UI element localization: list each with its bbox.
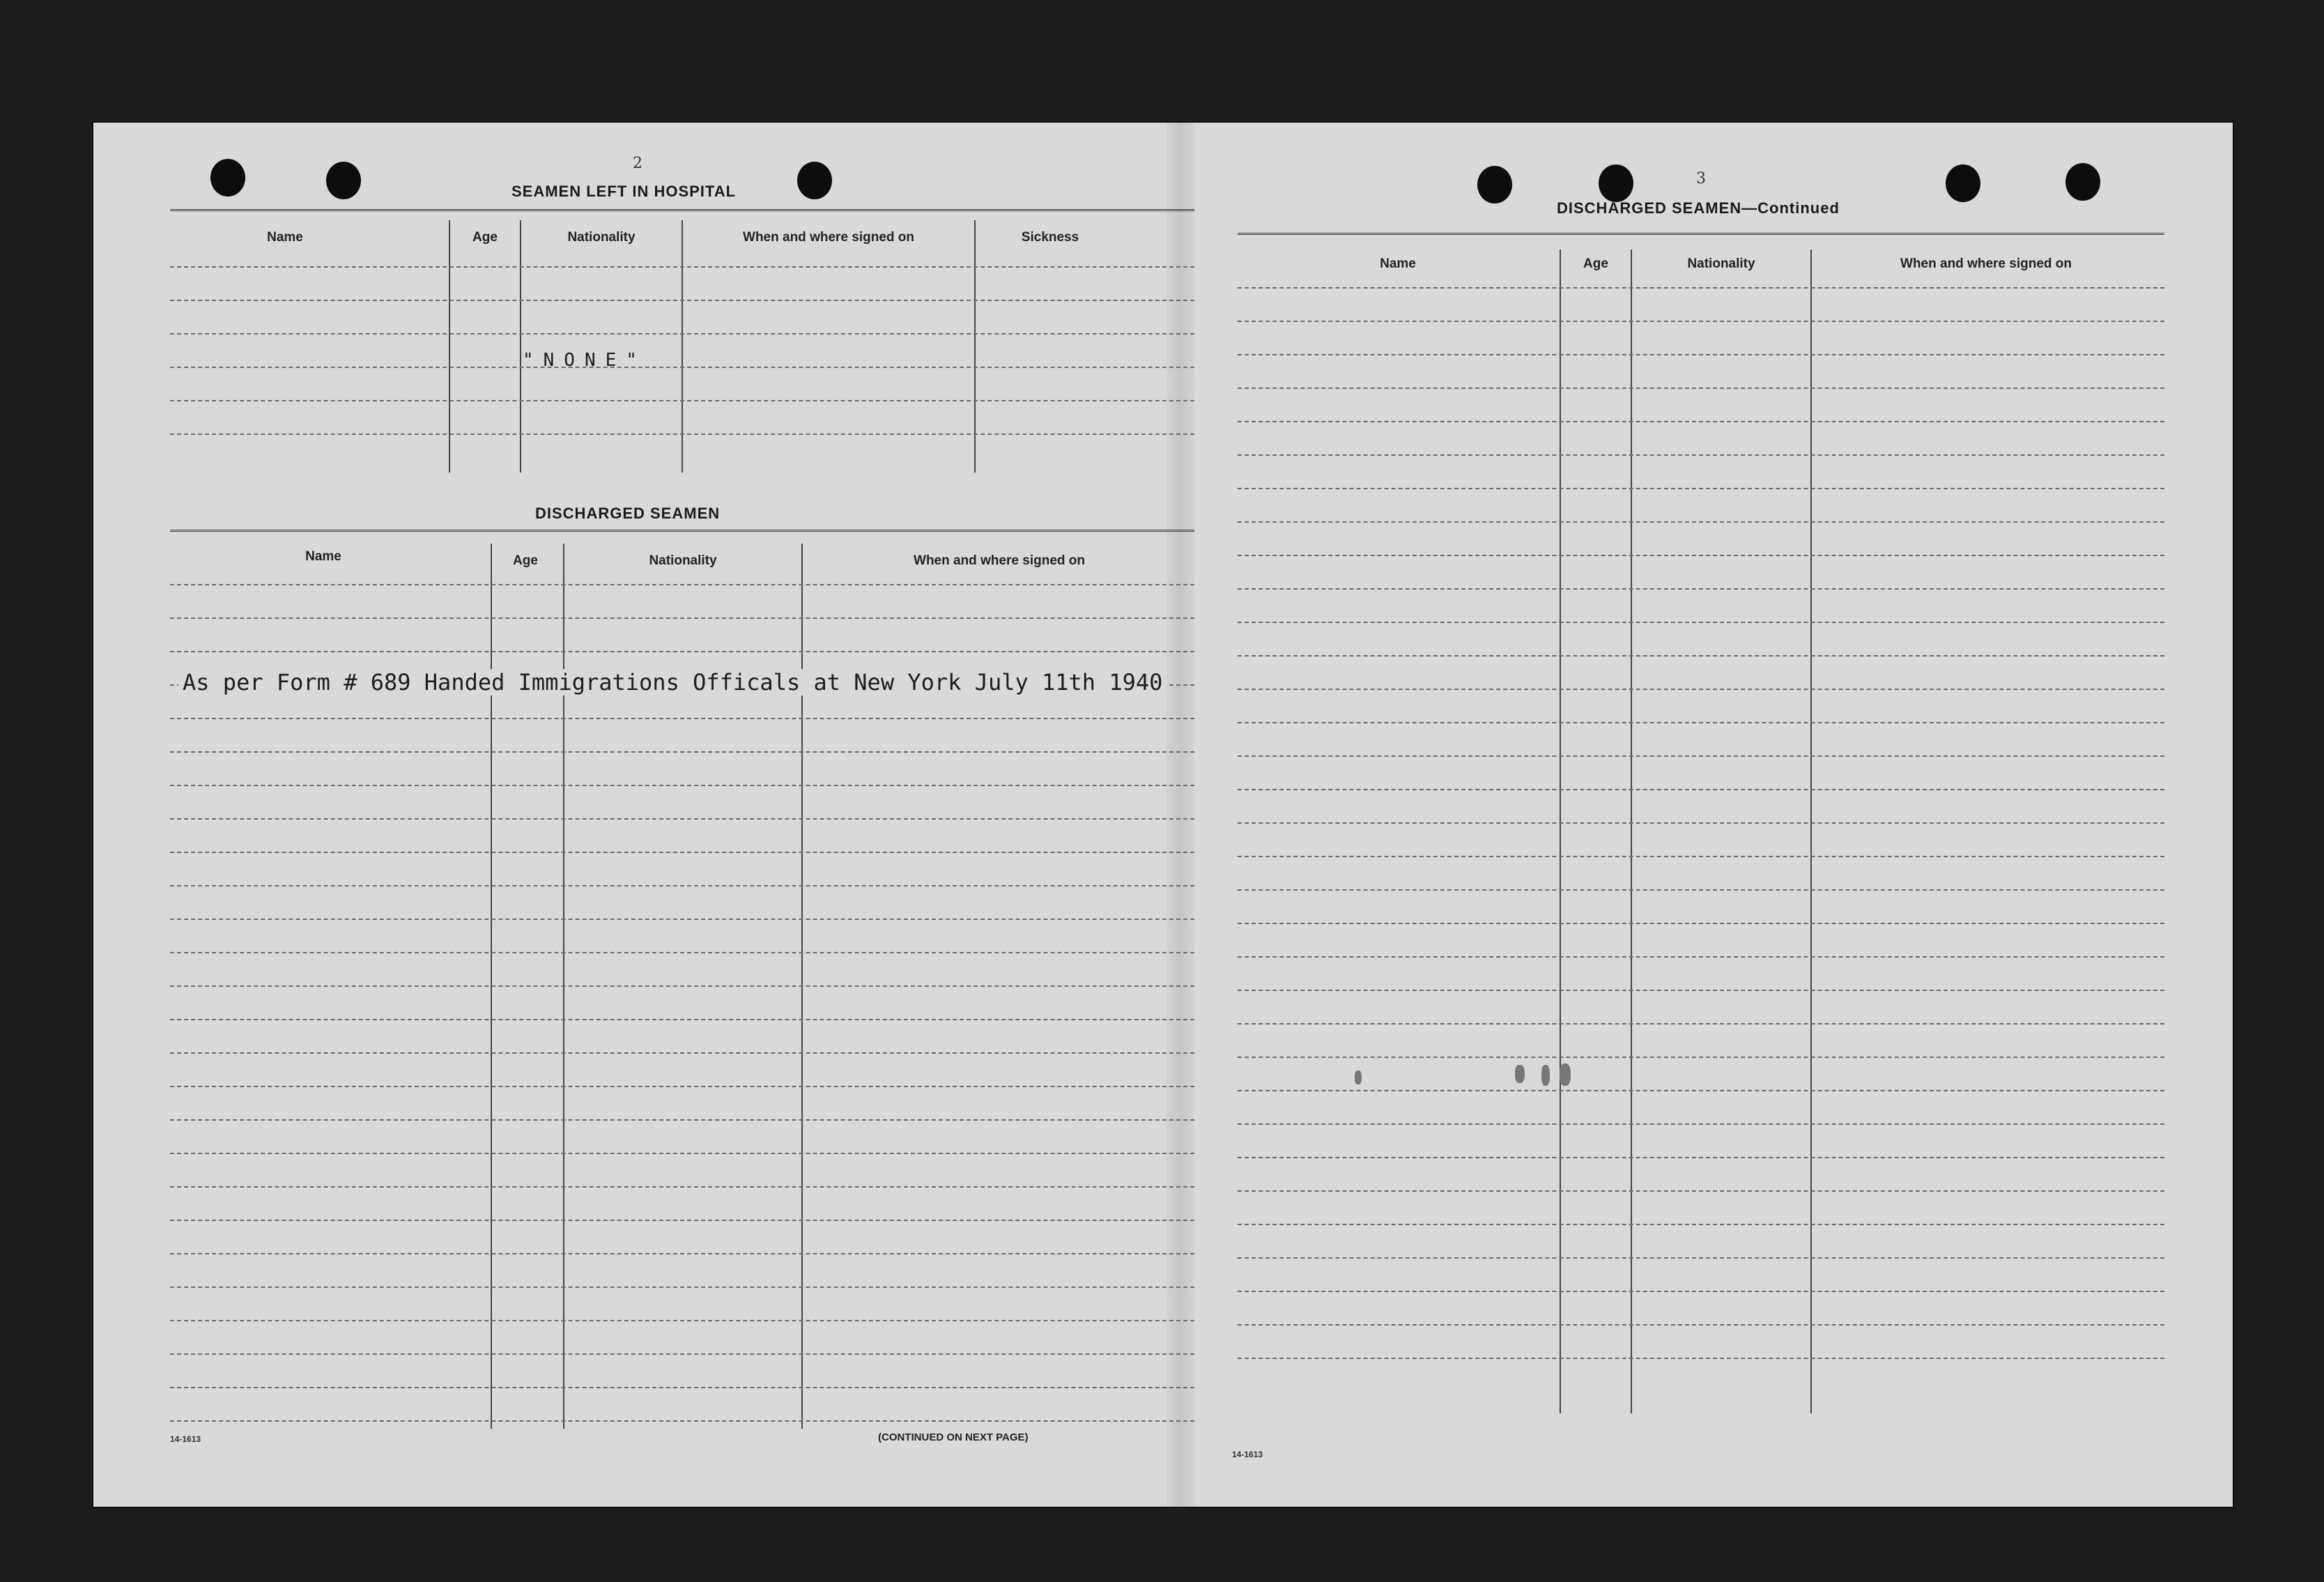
hospital-row-line	[170, 300, 1194, 301]
discharged-row-line	[170, 1420, 1194, 1422]
col-name-header: Name	[1380, 256, 1416, 271]
col-signed-on-header: When and where signed on	[914, 553, 1085, 568]
discharged-section-title: DISCHARGED SEAMEN	[535, 505, 721, 522]
discharged-top-rule	[170, 530, 1194, 534]
col-age-header: Age	[1583, 256, 1608, 271]
page-fold	[1167, 123, 1194, 1507]
right-row-line	[1238, 1358, 2164, 1359]
discharged-row-line	[170, 985, 1194, 987]
right-row-line	[1238, 1157, 2164, 1158]
col-signed-on-header: When and where signed on	[1900, 256, 2072, 271]
punch-hole	[1477, 166, 1512, 203]
right-row-line	[1238, 755, 2164, 757]
right-row-line	[1238, 856, 2164, 857]
discharged-row-line	[170, 852, 1194, 853]
right-col-divider	[1560, 249, 1561, 1413]
discharged-row-line	[170, 1186, 1194, 1188]
discharged-row-line	[170, 1119, 1194, 1121]
discharged-row-line	[170, 1052, 1194, 1054]
right-row-line	[1238, 1291, 2164, 1292]
ink-smudge	[1560, 1063, 1571, 1086]
right-row-line	[1238, 1023, 2164, 1024]
discharged-row-line	[170, 1320, 1194, 1321]
right-row-line	[1238, 956, 2164, 958]
right-row-line	[1238, 555, 2164, 556]
punch-hole	[210, 159, 245, 197]
hospital-row-line	[170, 400, 1194, 401]
col-nationality-header: Nationality	[1687, 256, 1755, 271]
punch-hole	[797, 162, 832, 199]
right-row-line	[1238, 655, 2164, 656]
discharged-row-line	[170, 1220, 1194, 1221]
discharged-row-line	[170, 818, 1194, 820]
hospital-row-line	[170, 433, 1194, 435]
discharged-row-line	[170, 1253, 1194, 1254]
col-name-header: Name	[305, 549, 341, 564]
right-row-line	[1238, 990, 2164, 991]
col-name-header: Name	[267, 230, 303, 245]
ink-smudge	[1541, 1065, 1550, 1086]
document-sheet	[93, 123, 2233, 1507]
form-number: 14-1613	[1232, 1450, 1263, 1459]
punch-hole	[1599, 164, 1633, 202]
col-age-header: Age	[513, 553, 538, 568]
ink-smudge	[1515, 1065, 1525, 1083]
form-number: 14-1613	[170, 1434, 201, 1444]
right-row-line	[1238, 1057, 2164, 1058]
right-top-rule	[1238, 233, 2164, 237]
right-row-line	[1238, 321, 2164, 322]
discharged-row-line	[170, 617, 1194, 619]
punch-hole	[2065, 163, 2100, 201]
right-row-line	[1238, 1324, 2164, 1326]
right-row-line	[1238, 488, 2164, 489]
right-row-line	[1238, 1090, 2164, 1091]
discharged-row-line	[170, 1387, 1194, 1388]
discharged-row-line	[170, 751, 1194, 753]
right-row-line	[1238, 1257, 2164, 1259]
ink-smudge	[1355, 1070, 1362, 1084]
discharged-row-line	[170, 651, 1194, 652]
discharged-row-line	[170, 1353, 1194, 1355]
right-row-line	[1238, 689, 2164, 690]
right-row-line	[1238, 1224, 2164, 1225]
col-nationality-header: Nationality	[649, 553, 717, 568]
right-row-line	[1238, 822, 2164, 824]
discharged-row-line	[170, 785, 1194, 786]
discharged-row-line	[170, 885, 1194, 886]
discharged-typed-entry: As per Form # 689 Handed Immigrations Officals at New York July 11th 1940	[178, 669, 1167, 696]
col-age-header: Age	[472, 230, 498, 245]
hospital-section-title: SEAMEN LEFT IN HOSPITAL	[511, 183, 737, 200]
right-row-line	[1238, 354, 2164, 355]
discharged-row-line	[170, 718, 1194, 719]
discharged-row-line	[170, 1086, 1194, 1087]
hospital-top-rule	[170, 209, 1194, 213]
col-nationality-header: Nationality	[567, 230, 636, 245]
punch-hole	[1946, 164, 1980, 202]
right-row-line	[1238, 722, 2164, 723]
discharged-row-line	[170, 1153, 1194, 1154]
right-row-line	[1238, 287, 2164, 289]
right-section-title: DISCHARGED SEAMEN—Continued	[1557, 199, 1840, 217]
right-row-line	[1238, 789, 2164, 790]
punch-hole	[326, 162, 361, 199]
right-row-line	[1238, 889, 2164, 891]
right-row-line	[1238, 521, 2164, 523]
right-row-line	[1238, 923, 2164, 924]
continued-footer: (CONTINUED ON NEXT PAGE)	[878, 1431, 1029, 1443]
hospital-none-entry: "NONE"	[523, 350, 647, 371]
right-row-line	[1238, 588, 2164, 590]
right-row-line	[1238, 421, 2164, 422]
page-number: 2	[633, 155, 642, 172]
col-sickness-header: Sickness	[1021, 230, 1079, 245]
right-row-line	[1238, 454, 2164, 456]
discharged-row-line	[170, 952, 1194, 953]
right-row-line	[1238, 387, 2164, 389]
hospital-row-line	[170, 333, 1194, 335]
hospital-row-line	[170, 266, 1194, 268]
discharged-row-line	[170, 1287, 1194, 1288]
discharged-row-line	[170, 1019, 1194, 1020]
page-number: 3	[1696, 170, 1706, 187]
right-col-divider	[1810, 249, 1812, 1413]
hospital-row-line	[170, 367, 1194, 368]
col-signed-on-header: When and where signed on	[743, 230, 914, 245]
discharged-row-line	[170, 919, 1194, 920]
right-col-divider	[1631, 249, 1632, 1413]
discharged-row-line	[170, 584, 1194, 585]
right-row-line	[1238, 622, 2164, 623]
right-row-line	[1238, 1190, 2164, 1192]
right-row-line	[1238, 1123, 2164, 1125]
